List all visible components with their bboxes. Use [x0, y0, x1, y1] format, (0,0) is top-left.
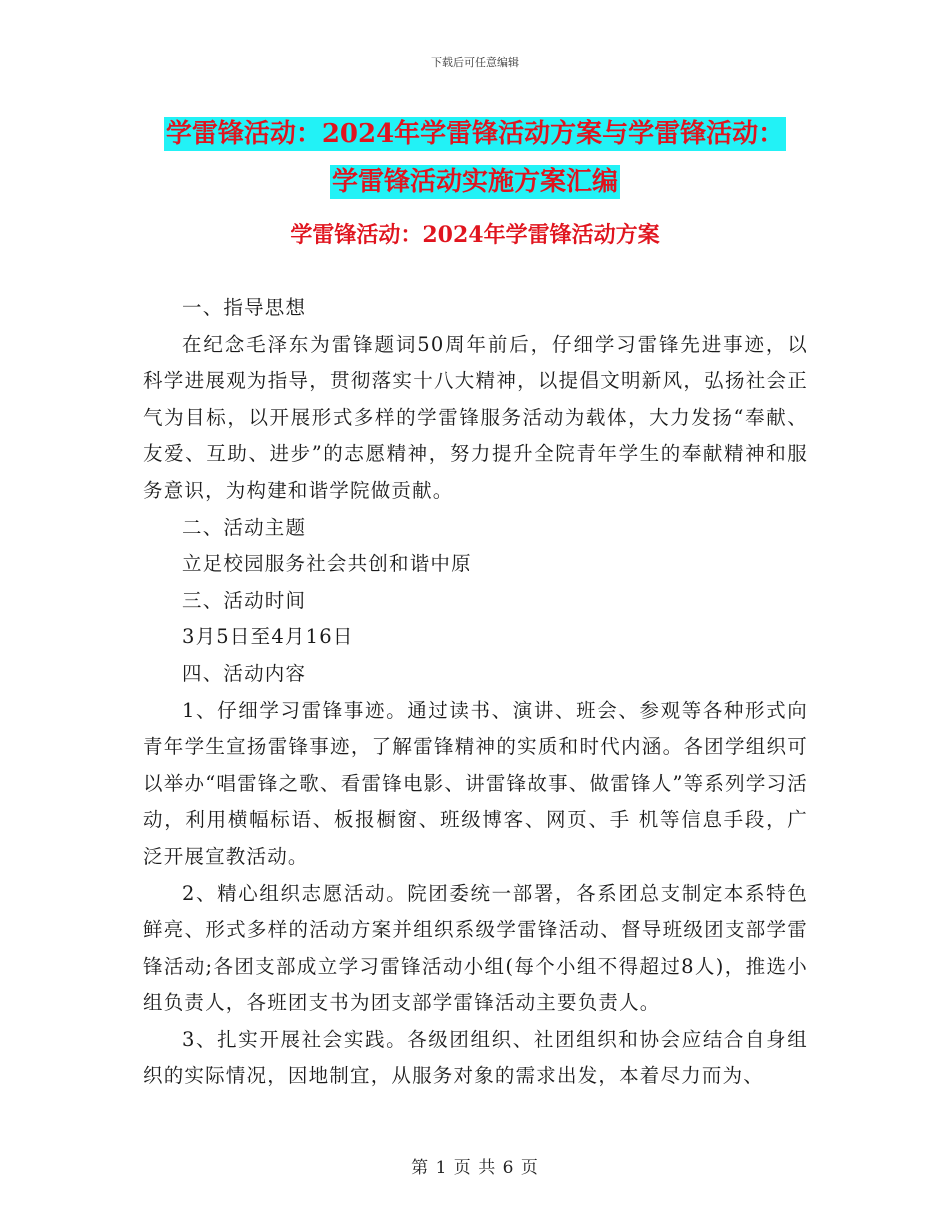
heading-activity-time: 三、活动时间: [182, 588, 307, 612]
paragraph-content-1: 1、仔细学习雷锋事迹。通过读书、演讲、班会、参观等各种形式向青年学生宣扬雷锋事迹，了解雷锋精神的实质和时代内涵。各团学组织可以举办“唱雷锋之歌、看雷锋电影、讲雷锋故事、做雷锋人”等系列学习活动，利用横幅标语、板报橱窗、班级博客、网页、手 机等信息手段，广泛开展宣教活动。: [143, 698, 808, 868]
paragraph-activity-theme: 立足校园服务社会共创和谐中原: [182, 552, 472, 576]
document-title: [0, 110, 950, 206]
paragraph-content-2: 2、精心组织志愿活动。院团委统一部署，各系团总支制定本系特色鲜亮、形式多样的活动方案并组织系级学雷锋活动、督导班级团支部学雷锋活动;各团支部成立学习雷锋活动小组(每个小组不得超过8人)，推选小组负责人，各班团支书为团支部学雷锋活动主要负责人。: [143, 881, 808, 1015]
document-title-line-2: 学雷锋活动实施方案汇编: [331, 167, 618, 197]
heading-activity-theme: 二、活动主题: [182, 515, 307, 539]
header-note: 下载后可任意编辑: [431, 56, 519, 69]
paragraph-content-3: 3、扎实开展社会实践。各级团组织、社团组织和协会应结合自身组织的实际情况，因地制宜，从服务对象的需求出发，本着尽力而为、: [143, 1027, 808, 1088]
section-title: 学雷锋活动：2024年学雷锋活动方案: [290, 222, 660, 248]
paragraph-guiding-ideology: 在纪念毛泽东为雷锋题词50周年前后，仔细学习雷锋先进事迹，以科学进展观为指导，贯彻落实十八大精神，以提倡文明新风，弘扬社会正气为目标，以开展形式多样的学雷锋服务活动为载体，大力发扬“奉献、友爱、互助、进步”的志愿精神，努力提升全院青年学生的奉献精神和服务意识，为构建和谐学院做贡献。: [143, 332, 808, 502]
paragraph-activity-time: 3月5日至4月16日: [182, 625, 354, 649]
page-footer: 第 1 页 共 6 页: [411, 1158, 539, 1178]
heading-guiding-ideology: 一、指导思想: [182, 296, 307, 319]
document-body: [143, 290, 808, 1095]
document-title-line-1: 学雷锋活动：2024年学雷锋活动方案与学雷锋活动：: [165, 119, 785, 149]
heading-activity-content: 四、活动内容: [182, 661, 307, 685]
